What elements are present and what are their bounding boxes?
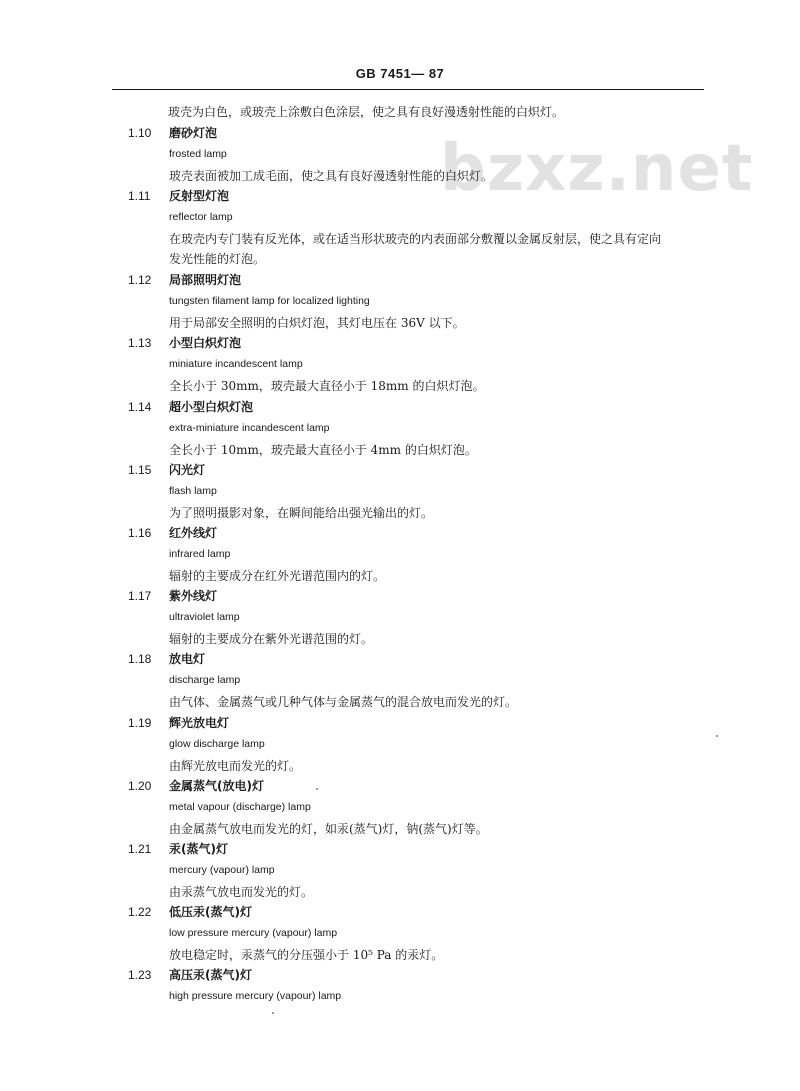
term-number: 1.18 (128, 652, 152, 667)
term-english: miniature incandescent lamp (169, 358, 303, 371)
term-number: 1.23 (128, 968, 152, 983)
term-title: 放电灯 (169, 652, 206, 667)
term-number: 1.17 (128, 589, 152, 604)
term-definition: 为了照明摄影对象，在瞬间能给出强光输出的灯。 (169, 505, 434, 520)
term-number: 1.12 (128, 273, 152, 288)
term-entry (0, 841, 800, 904)
term-entry (0, 588, 800, 651)
term-definition: 由辉光放电而发光的灯。 (169, 758, 302, 773)
header-rule (112, 89, 704, 90)
term-title: 小型白炽灯泡 (169, 336, 242, 351)
term-english: mercury (vapour) lamp (169, 863, 275, 876)
term-definition: 在玻壳内专门装有反光体，或在适当形状玻壳的内表面部分敷覆以金属反射层，使之具有定向 (169, 232, 662, 247)
term-english: frosted lamp (169, 148, 227, 160)
term-entry (0, 188, 800, 272)
term-english: discharge lamp (169, 674, 241, 687)
term-definition: 辐射的主要成分在紫外光谱范围的灯。 (169, 632, 374, 647)
term-number: 1.21 (128, 841, 152, 856)
term-definition: 玻壳表面被加工成毛面，使之具有良好漫透射性能的白炽灯。 (169, 169, 494, 183)
term-entry (0, 272, 800, 335)
term-title: 辉光放电灯 (169, 715, 230, 730)
term-definition: 全长小于 10mm，玻壳最大直径小于 4mm 的白炽灯泡。 (169, 442, 477, 457)
term-title: 高压汞(蒸气)灯 (169, 968, 252, 983)
term-entry (0, 525, 800, 588)
term-english: low pressure mercury (vapour) lamp (169, 927, 338, 940)
term-english: high pressure mercury (vapour) lamp (169, 990, 342, 1003)
term-entry (0, 778, 800, 841)
term-number: 1.10 (128, 126, 152, 140)
term-title: 反射型灯泡 (169, 189, 230, 204)
term-number: 1.15 (128, 462, 152, 477)
term-english: ultraviolet lamp (169, 611, 240, 624)
term-title: 低压汞(蒸气)灯 (169, 905, 252, 920)
term-number: 1.13 (128, 336, 152, 351)
term-entry (0, 399, 800, 462)
term-entry (0, 715, 800, 778)
term-title: 紫外线灯 (169, 589, 218, 604)
term-title: 超小型白炽灯泡 (169, 399, 254, 414)
term-definition: 用于局部安全照明的白炽灯泡，其灯电压在 36V 以下。 (169, 316, 465, 331)
term-english: glow discharge lamp (169, 737, 265, 750)
term-number: 1.14 (128, 399, 152, 414)
term-title: 磨砂灯泡 (169, 126, 218, 140)
term-entry (0, 335, 800, 398)
term-entry (0, 651, 800, 714)
page-header: GB 7451— 87 (355, 66, 445, 81)
term-entry (0, 904, 800, 967)
term-english: metal vapour (discharge) lamp (169, 800, 311, 813)
term-title: 闪光灯 (169, 462, 206, 477)
term-english: reflector lamp (169, 211, 233, 224)
term-number: 1.11 (128, 189, 151, 204)
term-definition-continued: 发光性能的灯泡。 (169, 252, 266, 267)
term-definition: 由汞蒸气放电而发光的灯。 (169, 884, 314, 899)
term-definition: 由气体、金属蒸气或几种气体与金属蒸气的混合放电而发光的灯。 (169, 695, 518, 710)
term-title: 红外线灯 (169, 525, 218, 540)
term-title: 金属蒸气(放电)灯 (169, 778, 264, 793)
term-definition: 由金属蒸气放电而发光的灯，如汞(蒸气)灯，钠(蒸气)灯等。 (169, 821, 488, 836)
term-english: tungsten filament lamp for localized lighting (169, 295, 370, 308)
term-entry (0, 967, 800, 1030)
term-number: 1.19 (128, 715, 152, 730)
term-number: 1.16 (128, 525, 152, 540)
term-entry (0, 125, 800, 188)
term-english: infrared lamp (169, 547, 231, 560)
term-english: flash lamp (169, 484, 217, 497)
term-title: 汞(蒸气)灯 (169, 841, 228, 856)
term-title: 局部照明灯泡 (169, 273, 242, 288)
term-definition: 全长小于 30mm，玻壳最大直径小于 18mm 的白炽灯泡。 (169, 379, 485, 394)
watermark: bzxz.net (440, 132, 754, 206)
continuation-text: 玻壳为白色，或玻壳上涂敷白色涂层，使之具有良好漫透射性能的白炽灯。 (168, 105, 565, 119)
term-entries (0, 125, 800, 1030)
term-english: extra-miniature incandescent lamp (169, 421, 330, 434)
term-number: 1.22 (128, 905, 152, 920)
term-definition: 放电稳定时，汞蒸气的分压强小于 10⁵ Pa 的汞灯。 (169, 948, 444, 963)
term-number: 1.20 (128, 778, 152, 793)
term-entry (0, 462, 800, 525)
term-definition: 辐射的主要成分在红外光谱范围内的灯。 (169, 568, 386, 583)
